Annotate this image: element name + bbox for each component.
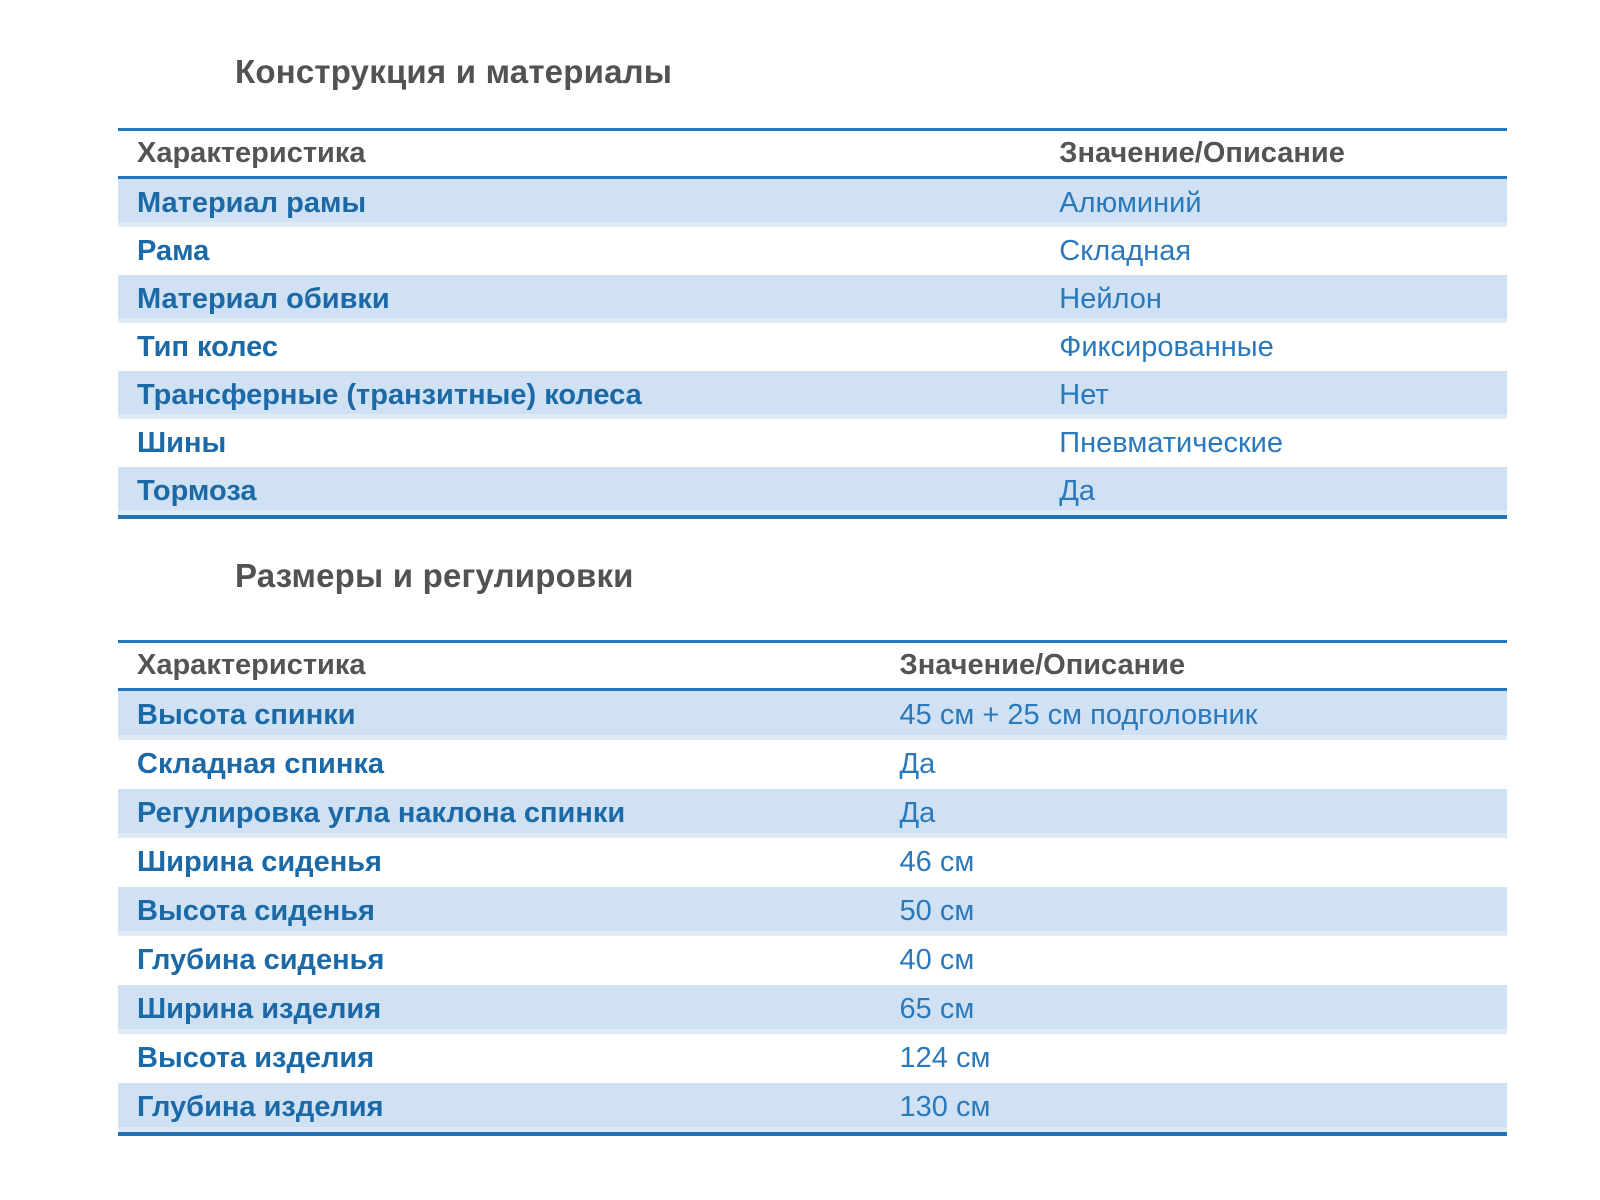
table-row <box>118 371 1507 419</box>
row-value: 130 см <box>881 1083 1507 1134</box>
table-row <box>118 740 1507 789</box>
row-value: Нейлон <box>1040 275 1507 323</box>
row-label: Шины <box>118 419 1040 467</box>
row-label: Глубина изделия <box>118 1083 881 1134</box>
table-row <box>118 838 1507 887</box>
row-value: 40 см <box>881 936 1507 985</box>
row-label: Рама <box>118 227 1040 275</box>
section-title-dimensions-adjustments: Размеры и регулировки <box>235 557 634 594</box>
table-row <box>118 690 1507 741</box>
column-header-characteristic: Характеристика <box>118 130 1040 178</box>
row-label: Высота спинки <box>118 690 881 741</box>
row-label: Материал обивки <box>118 275 1040 323</box>
row-value: 50 см <box>881 887 1507 936</box>
row-label: Высота изделия <box>118 1034 881 1083</box>
row-value: Нет <box>1040 371 1507 419</box>
column-header-characteristic: Характеристика <box>118 642 881 690</box>
table-row <box>118 1034 1507 1083</box>
row-value: Пневматические <box>1040 419 1507 467</box>
row-value: Алюминий <box>1040 178 1507 228</box>
column-header-value-description: Значение/Описание <box>1040 130 1507 178</box>
row-value: Да <box>881 789 1507 838</box>
table-row <box>118 985 1507 1034</box>
table-row <box>118 275 1507 323</box>
row-value: 124 см <box>881 1034 1507 1083</box>
row-value: Да <box>881 740 1507 789</box>
row-label: Тип колес <box>118 323 1040 371</box>
row-value: Складная <box>1040 227 1507 275</box>
row-label: Ширина изделия <box>118 985 881 1034</box>
table-row <box>118 323 1507 371</box>
row-label: Высота сиденья <box>118 887 881 936</box>
dimensions-adjustments-table <box>118 640 1507 1136</box>
row-label: Регулировка угла наклона спинки <box>118 789 881 838</box>
table-row <box>118 936 1507 985</box>
row-value: 45 см + 25 см подголовник <box>881 690 1507 741</box>
table-row <box>118 178 1507 228</box>
row-label: Складная спинка <box>118 740 881 789</box>
row-label: Тормоза <box>118 467 1040 517</box>
row-value: 46 см <box>881 838 1507 887</box>
column-header-value-description: Значение/Описание <box>881 642 1507 690</box>
table-row <box>118 467 1507 517</box>
table-row <box>118 887 1507 936</box>
table-row <box>118 419 1507 467</box>
table-row <box>118 789 1507 838</box>
row-value: Фиксированные <box>1040 323 1507 371</box>
table-header-row <box>118 130 1507 178</box>
table-row <box>118 227 1507 275</box>
row-label: Глубина сиденья <box>118 936 881 985</box>
table-row <box>118 1083 1507 1134</box>
row-label: Ширина сиденья <box>118 838 881 887</box>
construction-materials-table <box>118 128 1507 519</box>
table-header-row <box>118 642 1507 690</box>
row-label: Трансферные (транзитные) колеса <box>118 371 1040 419</box>
row-value: Да <box>1040 467 1507 517</box>
row-label: Материал рамы <box>118 178 1040 228</box>
section-title-construction-materials: Конструкция и материалы <box>235 53 673 90</box>
row-value: 65 см <box>881 985 1507 1034</box>
